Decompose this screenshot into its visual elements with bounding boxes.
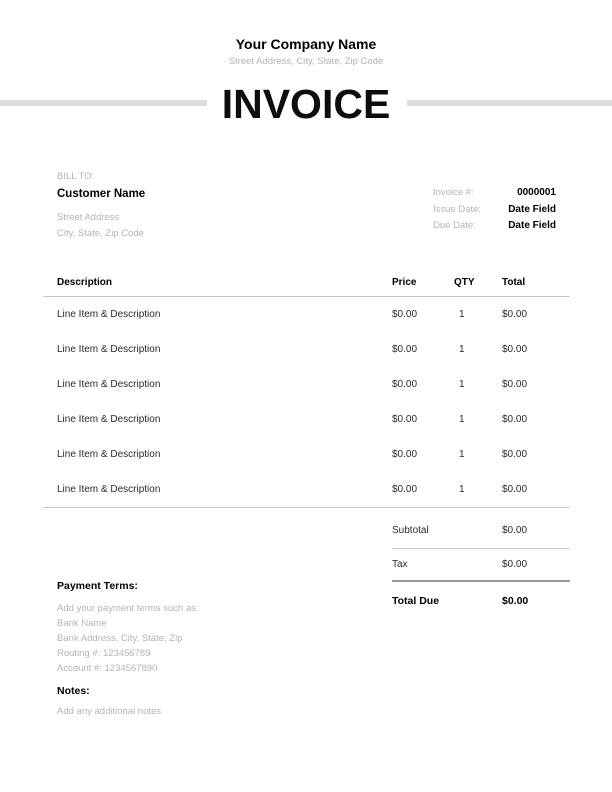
invoice-number-label: Invoice #: — [433, 187, 474, 198]
header-qty: QTY — [454, 277, 475, 288]
customer-city-state-zip: City, State, Zip Code — [57, 228, 144, 239]
tax-value: $0.00 — [502, 559, 528, 570]
line-item-total: $0.00 — [502, 449, 528, 460]
invoice-meta — [433, 187, 556, 237]
table-row — [43, 437, 570, 472]
subtotal-label: Subtotal — [392, 525, 429, 536]
line-item-description: Line Item & Description — [57, 309, 161, 320]
table-row — [43, 402, 570, 437]
invoice-number-row — [433, 187, 556, 199]
table-row — [43, 472, 570, 507]
line-item-price: $0.00 — [392, 449, 418, 460]
due-date-row — [433, 220, 556, 232]
bill-to-section — [57, 171, 145, 239]
total-due-row — [392, 582, 570, 619]
line-item-total: $0.00 — [502, 414, 528, 425]
totals-summary — [392, 513, 570, 619]
table-header-row — [43, 269, 570, 297]
customer-street-address: Street Address — [57, 212, 120, 223]
line-item-qty: 1 — [459, 449, 465, 460]
line-item-qty: 1 — [459, 414, 465, 425]
invoice-banner — [0, 81, 612, 127]
tax-row — [392, 549, 570, 582]
due-date-value: Date Field — [508, 220, 556, 231]
payment-terms-line: Add your payment terms such as: — [57, 603, 199, 614]
header-price: Price — [392, 277, 417, 288]
line-item-description: Line Item & Description — [57, 449, 161, 460]
line-item-qty: 1 — [459, 379, 465, 390]
line-item-total: $0.00 — [502, 344, 528, 355]
company-header — [0, 36, 612, 68]
total-due-value: $0.00 — [502, 594, 529, 607]
line-item-qty: 1 — [459, 344, 465, 355]
payment-terms-heading: Payment Terms: — [57, 580, 138, 592]
line-item-description: Line Item & Description — [57, 379, 161, 390]
company-address: Street Address, City, State, Zip Code — [228, 56, 384, 67]
due-date-label: Due Date: — [433, 220, 476, 231]
table-row — [43, 367, 570, 402]
invoice-number-value: 0000001 — [517, 187, 556, 198]
line-item-price: $0.00 — [392, 484, 418, 495]
company-name: Your Company Name — [235, 36, 377, 52]
line-item-qty: 1 — [459, 309, 465, 320]
table-row — [43, 297, 570, 332]
issue-date-label: Issue Date: — [433, 203, 482, 215]
page-title: INVOICE — [221, 81, 391, 127]
subtotal-value: $0.00 — [502, 525, 528, 536]
notes-heading: Notes: — [57, 685, 90, 697]
payment-terms-line: Bank Address, City, State, Zip — [57, 633, 183, 644]
table-row — [43, 332, 570, 367]
line-items-table — [43, 269, 570, 508]
line-item-description: Line Item & Description — [57, 484, 161, 495]
line-item-price: $0.00 — [392, 414, 418, 425]
table-body — [43, 297, 570, 508]
customer-name: Customer Name — [57, 188, 146, 200]
line-item-price: $0.00 — [392, 379, 418, 390]
payment-terms-line: Account #: 1234567890 — [57, 663, 158, 674]
line-item-qty: 1 — [459, 484, 465, 495]
line-item-total: $0.00 — [502, 309, 528, 320]
bill-to-label: BILL TO: — [57, 171, 95, 182]
total-due-label: Total Due — [392, 594, 440, 607]
payment-terms-section — [57, 580, 387, 718]
subtotal-row — [392, 513, 570, 549]
line-item-total: $0.00 — [502, 484, 528, 495]
line-item-description: Line Item & Description — [57, 414, 161, 425]
notes-line: Add any additional notes — [57, 706, 162, 717]
header-total: Total — [502, 277, 526, 288]
line-item-price: $0.00 — [392, 344, 418, 355]
line-item-total: $0.00 — [502, 379, 528, 390]
line-item-price: $0.00 — [392, 309, 418, 320]
payment-terms-line: Bank Name — [57, 618, 107, 629]
header-description: Description — [57, 277, 113, 288]
issue-date-value: Date Field — [508, 203, 556, 215]
issue-date-row — [433, 204, 556, 216]
line-item-description: Line Item & Description — [57, 344, 161, 355]
tax-label: Tax — [392, 559, 408, 570]
payment-terms-line: Routing #: 123456789 — [57, 648, 151, 659]
payment-terms-lines — [57, 601, 387, 676]
